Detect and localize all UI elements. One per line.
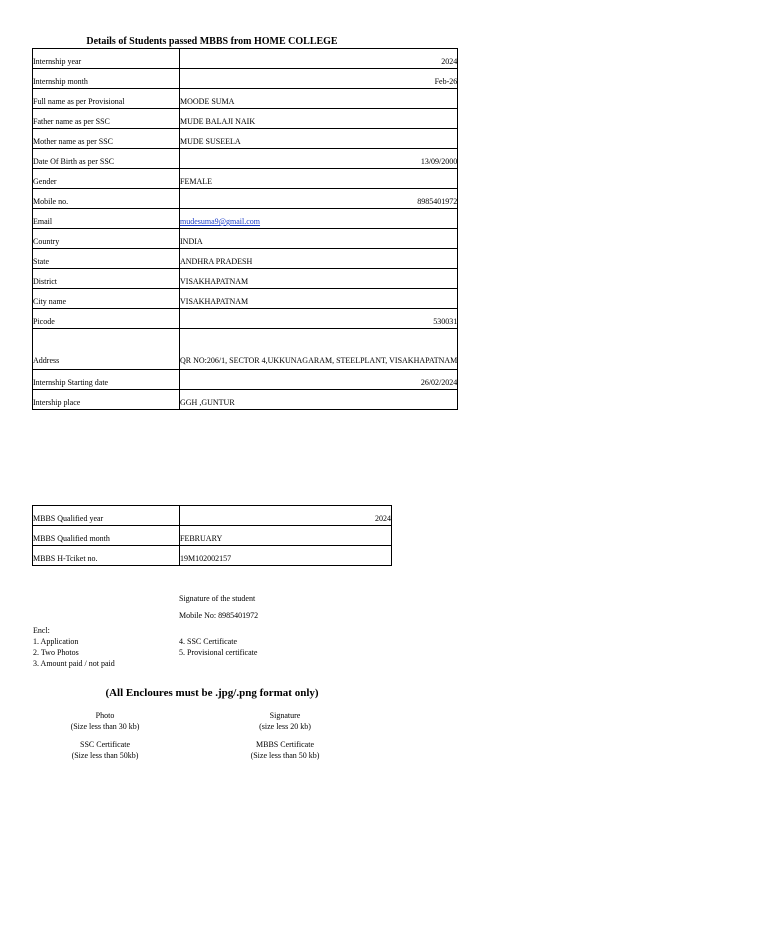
row-value: MUDE BALAJI NAIK: [180, 109, 458, 129]
row-value: [180, 209, 458, 229]
table-row: [33, 309, 458, 329]
table-row: [33, 49, 458, 69]
format-note: (All Encloures must be .jpg/.png format only): [105, 687, 319, 699]
row-label: Date Of Birth as per SSC: [33, 149, 180, 169]
row-value: MOODE SUMA: [180, 89, 458, 109]
row-label: Email: [33, 209, 180, 229]
row-value: QR NO:206/1, SECTOR 4,UKKUNAGARAM, STEELPLANT, VISAKHAPATNAM: [180, 329, 458, 370]
row-value: FEBRUARY: [180, 526, 392, 546]
table-row: [33, 546, 392, 566]
enclosure-item: 1. Application: [33, 637, 79, 646]
enclosure-item: 2. Two Photos: [33, 648, 79, 657]
mbbs-details-table: [32, 505, 392, 566]
row-value: VISAKHAPATNAM: [180, 269, 458, 289]
row-label: Country: [33, 229, 180, 249]
row-value: 26/02/2024: [180, 370, 458, 390]
row-label: City name: [33, 289, 180, 309]
signature-mobile: Mobile No: 8985401972: [179, 611, 259, 620]
upload-mbbs-size: (Size less than 50 kb): [250, 751, 320, 760]
table-row: [33, 390, 458, 410]
upload-ssc-certificate: [45, 739, 165, 761]
table-row: [33, 89, 458, 109]
row-value: 13/09/2000: [180, 149, 458, 169]
row-label: Internship year: [33, 49, 180, 69]
table-row: [33, 289, 458, 309]
row-value: 530031: [180, 309, 458, 329]
table-row: [33, 526, 392, 546]
table-row: [33, 370, 458, 390]
row-value: 2024: [180, 49, 458, 69]
table-row: [33, 506, 392, 526]
table-row: [33, 249, 458, 269]
enclosures-heading: Encl:: [33, 626, 50, 635]
row-label: Internship month: [33, 69, 180, 89]
row-label: Address: [33, 329, 180, 370]
upload-signature-name: Signature: [269, 711, 301, 720]
row-label: Father name as per SSC: [33, 109, 180, 129]
row-value: FEMALE: [180, 169, 458, 189]
enclosure-item: 3. Amount paid / not paid: [33, 659, 115, 668]
row-value: ANDHRA PRADESH: [180, 249, 458, 269]
row-label: State: [33, 249, 180, 269]
row-label: Full name as per Provisional: [33, 89, 180, 109]
row-label: MBBS H-Tciket no.: [33, 546, 180, 566]
row-label: Mobile no.: [33, 189, 180, 209]
table-row: [33, 189, 458, 209]
row-value: MUDE SUSEELA: [180, 129, 458, 149]
upload-ssc-size: (Size less than 50kb): [71, 751, 139, 760]
row-label: Picode: [33, 309, 180, 329]
table-row: [33, 149, 458, 169]
upload-signature: [225, 710, 345, 732]
row-value: INDIA: [180, 229, 458, 249]
table-row: [33, 109, 458, 129]
row-label: District: [33, 269, 180, 289]
upload-ssc-name: SSC Certificate: [80, 740, 130, 749]
row-label: MBBS Qualified month: [33, 526, 180, 546]
enclosure-item: 4. SSC Certificate: [179, 637, 237, 646]
row-label: Internship Starting date: [33, 370, 180, 390]
student-details-table: [32, 48, 458, 410]
table-row: [33, 129, 458, 149]
row-value: 19M102002157: [180, 546, 392, 566]
enclosure-item: 5. Provisional certificate: [179, 648, 258, 657]
row-label: Gender: [33, 169, 180, 189]
row-label: MBBS Qualified year: [33, 506, 180, 526]
table-row: [33, 169, 458, 189]
row-label: Intership place: [33, 390, 180, 410]
upload-mbbs-name: MBBS Certificate: [256, 740, 314, 749]
row-value: 2024: [180, 506, 392, 526]
table-row: [33, 209, 458, 229]
table-row: [33, 269, 458, 289]
row-label: Mother name as per SSC: [33, 129, 180, 149]
email-link[interactable]: mudesuma9@gmail.com: [180, 217, 261, 226]
table-row: [33, 329, 458, 370]
row-value: 8985401972: [180, 189, 458, 209]
table-row: [33, 229, 458, 249]
upload-signature-size: (size less 20 kb): [259, 722, 311, 731]
upload-mbbs-certificate: [225, 739, 345, 761]
upload-photo-size: (Size less than 30 kb): [70, 722, 140, 731]
upload-photo: [45, 710, 165, 732]
row-value: VISAKHAPATNAM: [180, 289, 458, 309]
table-row: [33, 69, 458, 89]
upload-photo-name: Photo: [95, 711, 115, 720]
signature-label: Signature of the student: [179, 594, 256, 603]
row-value: GGH ,GUNTUR: [180, 390, 458, 410]
row-value: Feb-26: [180, 69, 458, 89]
page-title: Details of Students passed MBBS from HOME COLLEGE: [86, 36, 338, 47]
